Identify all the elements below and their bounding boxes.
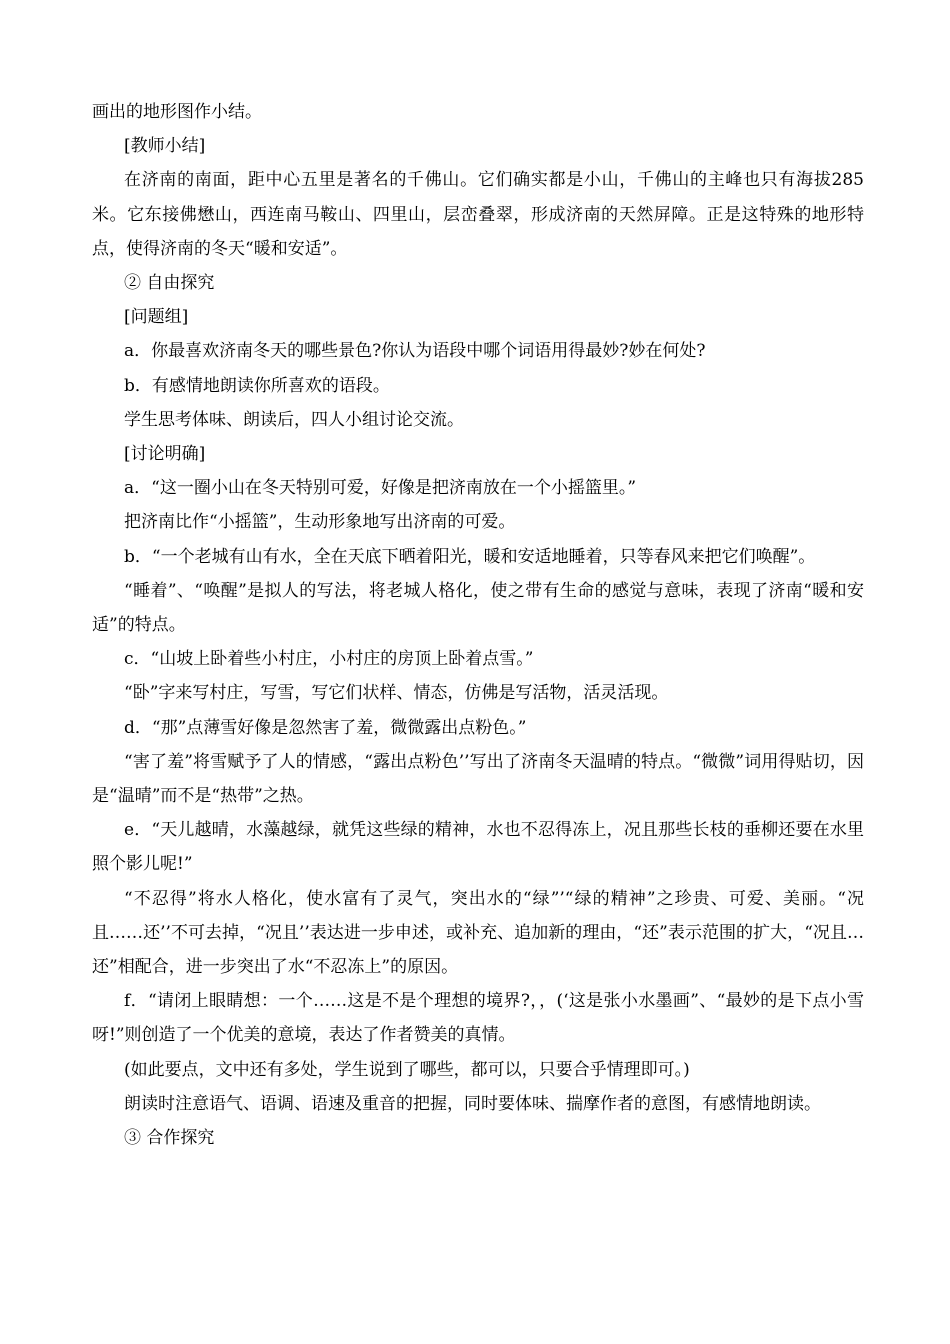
analysis-e: “不忍得”将水人格化，使水富有了灵气，突出水的“绿”’“绿的精神”之珍贵、可爱、美丽。“况且……还’’不可去掉，“况且’’表达进一步申述，或补充、追加新的理由，“还”表示范围的扩大，“况且…还”相配合，进一步突出了水“不忍冻上”的原因。 [92, 888, 864, 978]
heading-cooperative-inquiry: ③ 合作探究 [124, 1128, 215, 1149]
heading-discussion-clarify: [讨论明确] [124, 444, 206, 465]
quote-a: a．“这一圈小山在冬天特别可爱，好像是把济南放在一个小摇篮里。” [124, 478, 637, 499]
quote-e: e．“天儿越晴，水藻越绿，就凭这些绿的精神，水也不忍得冻上，况且那些长枝的垂柳还要在水里照个影儿呢!” [92, 820, 864, 875]
paragraph-reading-tips: 朗读时注意语气、语调、语速及重音的把握，同时要体味、揣摩作者的意图，有感情地朗读。 [124, 1093, 821, 1114]
quote-c: c．“山坡上卧着些小村庄，小村庄的房顶上卧着点雪。” [124, 649, 534, 670]
analysis-d: “害了羞”将雪赋予了人的情感，“露出点粉色’’写出了济南冬天温晴的特点。“微微”词用得贴切，因是“温晴”而不是“热带”之热。 [92, 751, 864, 807]
heading-question-group: [问题组] [124, 307, 189, 328]
heading-free-inquiry: ② 自由探究 [124, 273, 215, 294]
quote-b: b．“一个老城有山有水，全在天底下晒着阳光，暖和安适地睡着，只等春风来把它们唤醒”。 [124, 546, 816, 567]
note-other-points: (如此要点，文中还有多处，学生说到了哪些，都可以，只要合乎情理即可。) [124, 1059, 690, 1080]
quote-d: d．“那”点薄雪好像是忽然害了羞，微微露出点粉色。” [124, 717, 527, 738]
quote-f: f．“请闭上眼睛想：一个……这是不是个理想的境界?，，(‘这是张小水墨画”、“最妙的是下点小雪呀!”则创造了一个优美的意境，表达了作者赞美的真情。 [92, 991, 864, 1046]
analysis-b: “睡着”、“唤醒”是拟人的写法，将老城人格化，使之带有生命的感觉与意味，表现了济南“暖和安适”的特点。 [92, 580, 864, 636]
paragraph-intro: 画出的地形图作小结。 [92, 102, 262, 122]
paragraph-student-discussion: 学生思考体味、朗读后，四人小组讨论交流。 [124, 409, 464, 430]
analysis-a: 把济南比作“小摇篮”，生动形象地写出济南的可爱。 [124, 512, 516, 533]
question-a: a．你最喜欢济南冬天的哪些景色?你认为语段中哪个词语用得最妙?妙在何处? [124, 341, 706, 362]
question-b: b．有感情地朗读你所喜欢的语段。 [124, 375, 390, 396]
heading-teacher-summary: [教师小结] [124, 136, 206, 157]
document-body [92, 95, 864, 1155]
analysis-c: “卧”字来写村庄，写雪，写它们状样、情态，仿佛是写活物，活灵活现。 [124, 683, 669, 704]
paragraph-qianfoshan: 在济南的南面，距中心五里是著名的千佛山。它们确实都是小山，千佛山的主峰也只有海拔285米。它东接佛懋山，西连南马鞍山、四里山，层峦叠翠，形成济南的天然屏障。正是这特殊的地形特点，使得济南的冬天“暖和安适”。 [92, 170, 864, 259]
